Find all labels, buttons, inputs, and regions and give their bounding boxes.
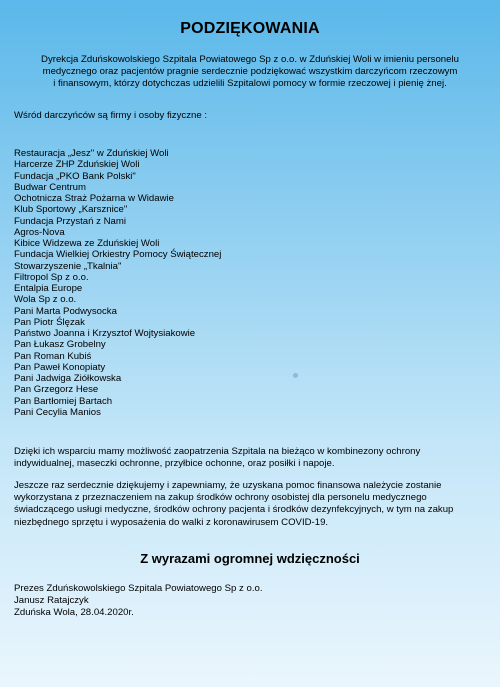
signature-place-date: Zduńska Wola, 28.04.2020r.	[14, 607, 134, 618]
donor-item: Wola Sp z o.o.	[14, 294, 77, 306]
thanks-line: wykorzystana z przeznaczeniem na zakup środków ochrony osobistej dla personelu medycznego	[14, 492, 427, 504]
closing-phrase: Z wyrazami ogromnej wdzięczności	[140, 551, 360, 566]
donor-item: Pan Grzegorz Hese	[14, 384, 99, 396]
donor-item: Fundacja „PKO Bank Polski"	[14, 170, 136, 182]
support-line: Dzięki ich wsparciu mamy możliwość zaopatrzenia Szpitala na bieżąco w kombinezony ochrony	[14, 446, 421, 457]
signature-block	[14, 583, 263, 619]
donor-item: Pan Łukasz Grobelny	[14, 339, 106, 351]
donor-item: Państwo Joanna i Krzysztof Wojtysiakowie	[14, 328, 196, 339]
intro-paragraph	[14, 54, 486, 91]
donor-item: Pan Roman Kubiś	[14, 350, 92, 362]
intro-line: i finansowym, którzy dotychczas udzielili Szpitalowi pomocy w formie rzeczowej i pienię żnej.	[53, 78, 447, 90]
donor-item: Pani Marta Podwysocka	[14, 305, 117, 317]
thanks-line: niezbędnego sprzętu i wyposażenia do walki z koronawirusem COVID-19.	[14, 516, 329, 528]
donor-item: Pan Piotr Ślęzak	[14, 316, 85, 328]
support-line: indywidualnej, maseczki ochronne, przyłbice ochonne, oraz posiłki i napoje.	[14, 458, 335, 470]
donor-item: Fundacja Wielkiej Orkiestry Pomocy Świątecznej	[14, 249, 222, 261]
thanks-line: świadczącego usługi medyczne, środków ochrony pacjenta i środków dezynfekcyjnych, w tym na zakup	[14, 504, 454, 516]
donor-item: Klub Sportowy „Karsznice"	[14, 204, 128, 216]
thanks-paragraph	[14, 480, 489, 529]
background-speck	[293, 373, 298, 378]
donor-item: Ochotnicza Straż Pożarna w Widawie	[14, 193, 174, 204]
donor-item: Pan Bartłomiej Bartach	[14, 395, 113, 407]
intro-line: medycznego oraz pacjentów pragnie serdecznie podziękować wszystkim darczyńcom rzeczowym	[42, 66, 458, 78]
donor-list	[14, 148, 221, 418]
donor-item: Pan Paweł Konopiaty	[14, 361, 106, 373]
donor-item: Fundacja Przystań z Nami	[14, 215, 126, 227]
donor-item: Filtropol Sp z o.o.	[14, 271, 89, 283]
donor-item: Pani Jadwiga Ziółkowska	[14, 373, 122, 384]
thanks-line: Jeszcze raz serdecznie dziękujemy i zapewniamy, że uzyskana pomoc finansowa należycie zostanie	[14, 480, 442, 491]
support-paragraph	[14, 446, 489, 470]
donor-item: Stowarzyszenie „Tkalnia"	[14, 260, 122, 272]
page-title: PODZIĘKOWANIA	[180, 20, 320, 37]
donors-header: Wśród darczyńców są firmy i osoby fizyczne :	[14, 110, 207, 121]
signature-title: Prezes Zduńskowolskiego Szpitala Powiatowego Sp z o.o.	[14, 583, 263, 594]
donor-item: Agros-Nova	[14, 226, 65, 238]
donor-item: Harcerze ZHP Zduńskiej Woli	[14, 159, 140, 171]
donor-item: Restauracja „Jesz" w Zduńskiej Woli	[14, 148, 169, 159]
donor-item: Budwar Centrum	[14, 181, 86, 193]
donor-item: Kibice Widzewa ze Zduńskiej Woli	[14, 238, 160, 249]
donor-item: Pani Cecylia Manios	[14, 406, 101, 418]
intro-line: Dyrekcja Zduńskowolskiego Szpitala Powiatowego Sp z o.o. w Zduńskiej Woli w imieniu personelu	[41, 54, 459, 65]
signature-name: Janusz Ratajczyk	[14, 595, 89, 606]
donor-item: Entalpia Europe	[14, 283, 83, 294]
